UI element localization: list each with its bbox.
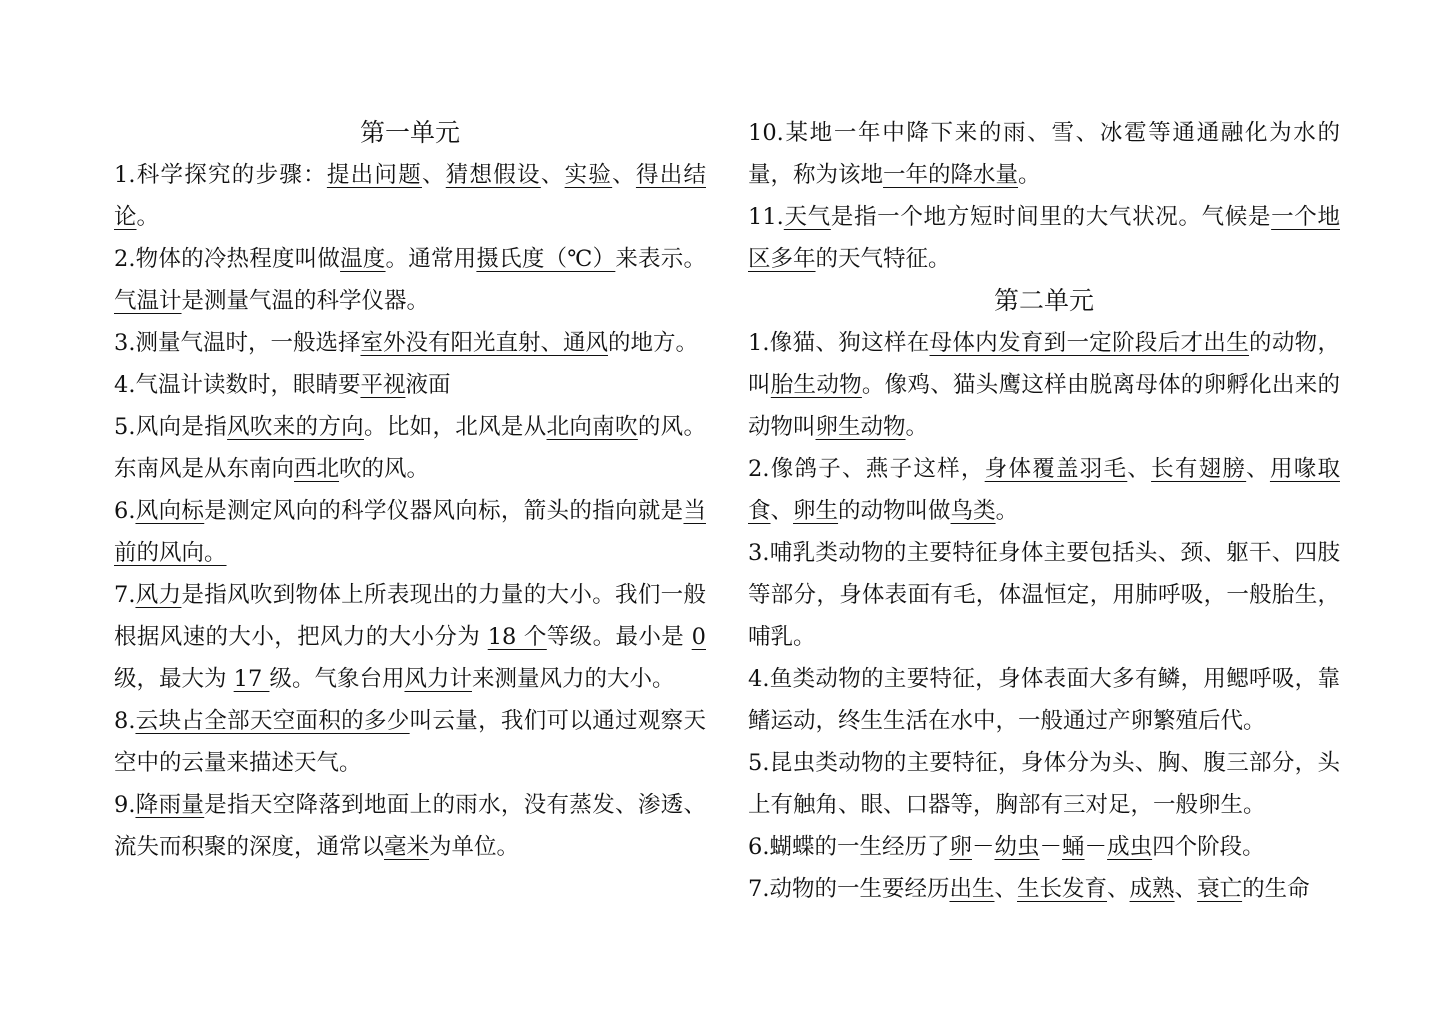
text-segment: 的地方。	[607, 330, 698, 356]
text-segment: 。	[905, 414, 929, 440]
text-segment: 6.蝴蝶的一生经历了	[748, 834, 950, 860]
answer-underline: 17	[233, 666, 270, 692]
answer-underline: 卵	[949, 834, 972, 860]
unit-one-item-6	[114, 490, 706, 574]
unit-one-item-1	[114, 154, 706, 238]
answer-underline: 18 个	[487, 624, 547, 650]
unit-one-cont-item-2	[748, 196, 1340, 280]
unit-one-item-2	[114, 238, 706, 322]
text-segment: 是测定风向的科学仪器风向标，箭头的指向就是	[204, 498, 684, 524]
text-segment: －	[1039, 834, 1063, 860]
unit-two-items	[748, 322, 1340, 910]
answer-underline: 0	[691, 624, 706, 650]
text-segment: 是指一个地方短时间里的大气状况。气候是	[830, 204, 1272, 230]
text-segment: 级，最大为	[114, 666, 234, 692]
answer-underline: 气温计	[114, 288, 182, 314]
unit-one-item-8	[114, 700, 706, 784]
text-segment: 来表示。	[615, 246, 706, 272]
answer-underline: 平视	[360, 372, 406, 398]
text-segment: 、	[770, 498, 794, 524]
text-segment: 、	[994, 876, 1017, 902]
answer-underline: 生长发育	[1017, 876, 1108, 902]
unit-one-item-7	[114, 574, 706, 700]
answer-underline: 胎生动物	[770, 372, 862, 398]
text-segment: 。	[995, 498, 1019, 524]
answer-underline: 成虫	[1107, 834, 1153, 860]
unit-one-items	[114, 154, 706, 868]
unit-two-item-6	[748, 826, 1340, 868]
answer-underline: 室外没有阳光直射、通风	[360, 330, 608, 356]
text-segment: 1.科学探究的步骤：	[114, 162, 327, 188]
left-column	[114, 112, 706, 868]
text-segment: 、	[1107, 876, 1130, 902]
answer-underline: 云块占全部天空面积的多少	[135, 708, 410, 734]
answer-underline: 提出问题	[326, 162, 422, 188]
text-segment: 11.	[748, 204, 784, 230]
text-segment: 是指天空降落到地面上的雨水，没有蒸发、渗透、流失而积聚的深度，通常以	[114, 792, 706, 860]
text-segment: 的天气特征。	[815, 246, 951, 272]
text-segment: 。像鸡、猫头鹰这样由脱离母体的卵孵化出来的动物叫	[748, 372, 1340, 440]
text-segment: 1.像猫、狗这样在	[748, 330, 930, 356]
text-segment: 、	[540, 162, 565, 188]
unit-one-item-9	[114, 784, 706, 868]
answer-underline: 风力	[135, 582, 182, 608]
unit-two-item-2	[748, 448, 1340, 532]
text-segment: 叫云量，我们可以通过观察天空中的云量来描述天气。	[114, 708, 706, 776]
text-segment: 6.	[114, 498, 136, 524]
answer-underline: 风吹来的方向	[227, 414, 364, 440]
text-segment: 四个阶段。	[1152, 834, 1265, 860]
unit-two-item-5	[748, 742, 1340, 826]
answer-underline: 长有翅膀	[1151, 456, 1247, 482]
text-segment: 的动物，叫	[748, 330, 1340, 398]
unit-two-item-4	[748, 658, 1340, 742]
answer-underline: 卵生动物	[815, 414, 906, 440]
text-segment: 的生命	[1242, 876, 1310, 902]
answer-underline: 衰亡	[1197, 876, 1243, 902]
text-segment: 吹的风。	[339, 456, 430, 482]
answer-underline: 用喙取食	[748, 456, 1340, 524]
answer-underline: 母体内发育到一定阶段后才出生	[929, 330, 1250, 356]
unit-two-item-3	[748, 532, 1340, 658]
answer-underline: 一年的降水量	[883, 162, 1019, 188]
text-segment: 是指风吹到物体上所表现出的力量的大小。我们一般根据风速的大小，把风力的大小分为	[114, 582, 706, 650]
answer-underline: 当前的风向。	[114, 498, 706, 566]
text-segment: 4.气温计读数时，眼睛要	[114, 372, 361, 398]
answer-underline: 实验	[564, 162, 613, 188]
answer-underline: 毫米	[384, 834, 430, 860]
text-segment: 来测量风力的大小。	[471, 666, 675, 692]
answer-underline: 北向南吹	[546, 414, 638, 440]
text-segment: 是测量气温的科学仪器。	[181, 288, 430, 314]
text-segment: 、	[1174, 876, 1198, 902]
text-segment: 。	[136, 204, 160, 230]
text-segment: 的风。东南风是从东南向	[114, 414, 706, 482]
answer-underline: 天气	[783, 204, 831, 230]
answer-underline: 鸟类	[950, 498, 996, 524]
answer-underline: 得出结论	[114, 162, 706, 230]
answer-underline: 幼虫	[994, 834, 1040, 860]
answer-underline: 卵生	[793, 498, 839, 524]
text-segment: 5.昆虫类动物的主要特征，身体分为头、胸、腹三部分，头上有触角、眼、口器等，胸部有三对足，一般卵生。	[748, 750, 1340, 818]
text-segment: 。	[1018, 162, 1041, 188]
text-segment: 、	[421, 162, 446, 188]
answer-underline: 西北	[294, 456, 340, 482]
text-segment: 为单位。	[429, 834, 520, 860]
text-segment: －	[971, 834, 995, 860]
text-segment: 液面	[405, 372, 451, 398]
unit-one-item-4	[114, 364, 706, 406]
text-segment: 3.测量气温时，一般选择	[114, 330, 361, 356]
answer-underline: 成熟	[1129, 876, 1175, 902]
text-segment: 3.哺乳类动物的主要特征身体主要包括头、颈、躯干、四肢等部分，身体表面有毛，体温恒定，用肺呼吸，一般胎生，哺乳。	[748, 540, 1340, 650]
text-segment: 级。气象台用	[269, 666, 405, 692]
text-segment: 2.像鸽子、燕子这样，	[748, 456, 985, 482]
text-segment: 7.	[114, 582, 136, 608]
text-segment: －	[1084, 834, 1108, 860]
answer-underline: 一个地区多年	[748, 204, 1340, 272]
answer-underline: 风向标	[135, 498, 205, 524]
answer-underline: 风力计	[404, 666, 472, 692]
text-segment: 。比如，北风是从	[363, 414, 547, 440]
unit-one-cont-item-1	[748, 112, 1340, 196]
text-segment: 4.鱼类动物的主要特征，身体表面大多有鳞，用鳃呼吸，靠鳍运动，终生生活在水中，一般通过产卵繁殖后代。	[748, 666, 1340, 734]
right-column	[748, 112, 1340, 910]
text-segment: 。通常用	[385, 246, 477, 272]
unit-one-heading: 第一单元	[359, 118, 460, 147]
text-segment: 5.风向是指	[114, 414, 228, 440]
answer-underline: 出生	[949, 876, 995, 902]
unit-one-item-3	[114, 322, 706, 364]
text-segment: 、	[1246, 456, 1270, 482]
text-segment: 2.物体的冷热程度叫做	[114, 246, 341, 272]
answer-underline: 身体覆盖羽毛	[984, 456, 1128, 482]
answer-underline: 温度	[340, 246, 386, 272]
answer-underline: 猜想假设	[445, 162, 541, 188]
text-segment: 7.动物的一生要经历	[748, 876, 950, 902]
text-segment: 、	[612, 162, 636, 188]
unit-two-item-1	[748, 322, 1340, 448]
text-segment: 等级。最小是	[546, 624, 692, 650]
unit-one-items-continued	[748, 112, 1340, 280]
unit-two-heading: 第二单元	[993, 286, 1094, 315]
text-segment: 的动物叫做	[838, 498, 951, 524]
text-segment: 9.	[114, 792, 136, 818]
answer-underline: 降雨量	[135, 792, 205, 818]
unit-two-item-7	[748, 868, 1340, 910]
text-segment: 10.某地一年中降下来的雨、雪、冰雹等通通融化为水的量，称为该地	[748, 120, 1340, 188]
text-segment: 、	[1127, 456, 1152, 482]
answer-underline: 蛹	[1062, 834, 1085, 860]
unit-one-item-5	[114, 406, 706, 490]
text-segment: 8.	[114, 708, 136, 734]
answer-underline: 摄氏度（℃）	[476, 246, 616, 272]
